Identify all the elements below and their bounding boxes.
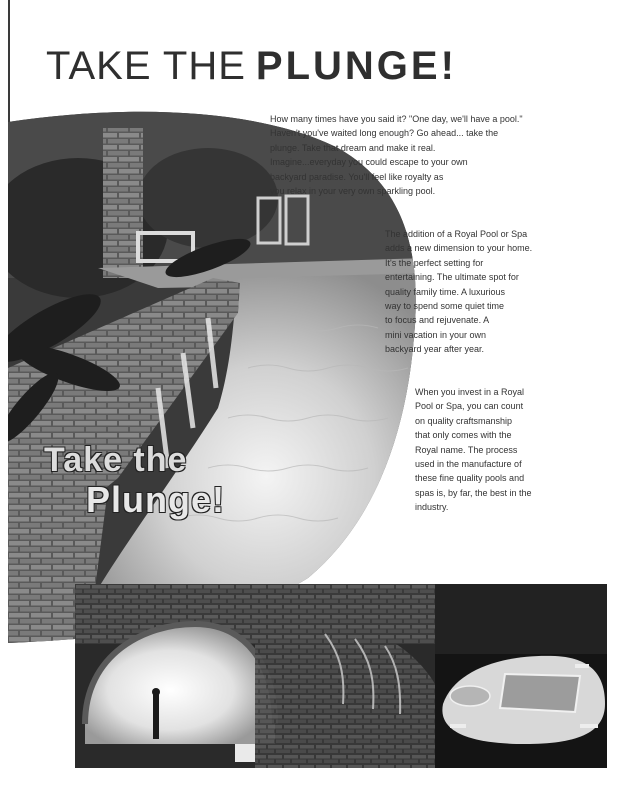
bottom-photo-strip bbox=[75, 584, 607, 768]
text-line: It's the perfect setting for bbox=[385, 257, 484, 268]
text-line: these fine quality pools and bbox=[415, 473, 525, 484]
text-line: that only comes with the bbox=[415, 430, 512, 441]
text-line: way to spend some quiet time bbox=[385, 301, 505, 312]
addition-paragraph bbox=[385, 227, 553, 357]
text-line: plunge. Take that dream and make it real. bbox=[270, 142, 436, 153]
headline-part2: PLUNGE! bbox=[255, 44, 457, 88]
text-line: adds a new dimension to your home. bbox=[385, 243, 533, 254]
text-line: mini vacation in your own bbox=[385, 329, 487, 340]
text-line: Pool or Spa, you can count bbox=[415, 401, 524, 412]
overlay-title bbox=[44, 440, 225, 520]
text-line: Royal name. The process bbox=[415, 444, 518, 455]
text-line: Imagine...everyday you could escape to your own bbox=[270, 157, 468, 168]
bottom-photo-graphic bbox=[75, 584, 607, 768]
text-line: backyard year after year. bbox=[385, 344, 485, 355]
quality-paragraph bbox=[415, 385, 553, 515]
text-line: you relax in your very own sparkling pool. bbox=[270, 186, 436, 197]
text-line: The addition of a Royal Pool or Spa bbox=[385, 229, 528, 239]
text-line: industry. bbox=[415, 502, 449, 513]
text-line: spas is, by far, the best in the bbox=[415, 487, 532, 498]
intro-paragraph bbox=[270, 112, 560, 198]
text-line: quality family time. A luxurious bbox=[385, 286, 506, 297]
text-line: How many times have you said it? "One day, we'll have a pool." bbox=[270, 114, 523, 124]
text-line: used in the manufacture of bbox=[415, 459, 522, 470]
text-line: backyard paradise. You'll feel like royalty as bbox=[270, 171, 444, 182]
headline-part1: TAKE THE bbox=[46, 44, 246, 88]
text-line: entertaining. The ultimate spot for bbox=[385, 272, 519, 283]
text-line: When you invest in a Royal bbox=[415, 387, 525, 397]
overlay-line1: Take the bbox=[44, 441, 188, 479]
text-line: on quality craftsmanship bbox=[415, 415, 513, 426]
text-line: Haven't you've waited long enough? Go ahead... take the bbox=[270, 128, 499, 139]
page-headline bbox=[46, 44, 457, 88]
overlay-line2: Plunge! bbox=[86, 479, 225, 520]
text-line: to focus and rejuvenate. A bbox=[385, 315, 490, 326]
